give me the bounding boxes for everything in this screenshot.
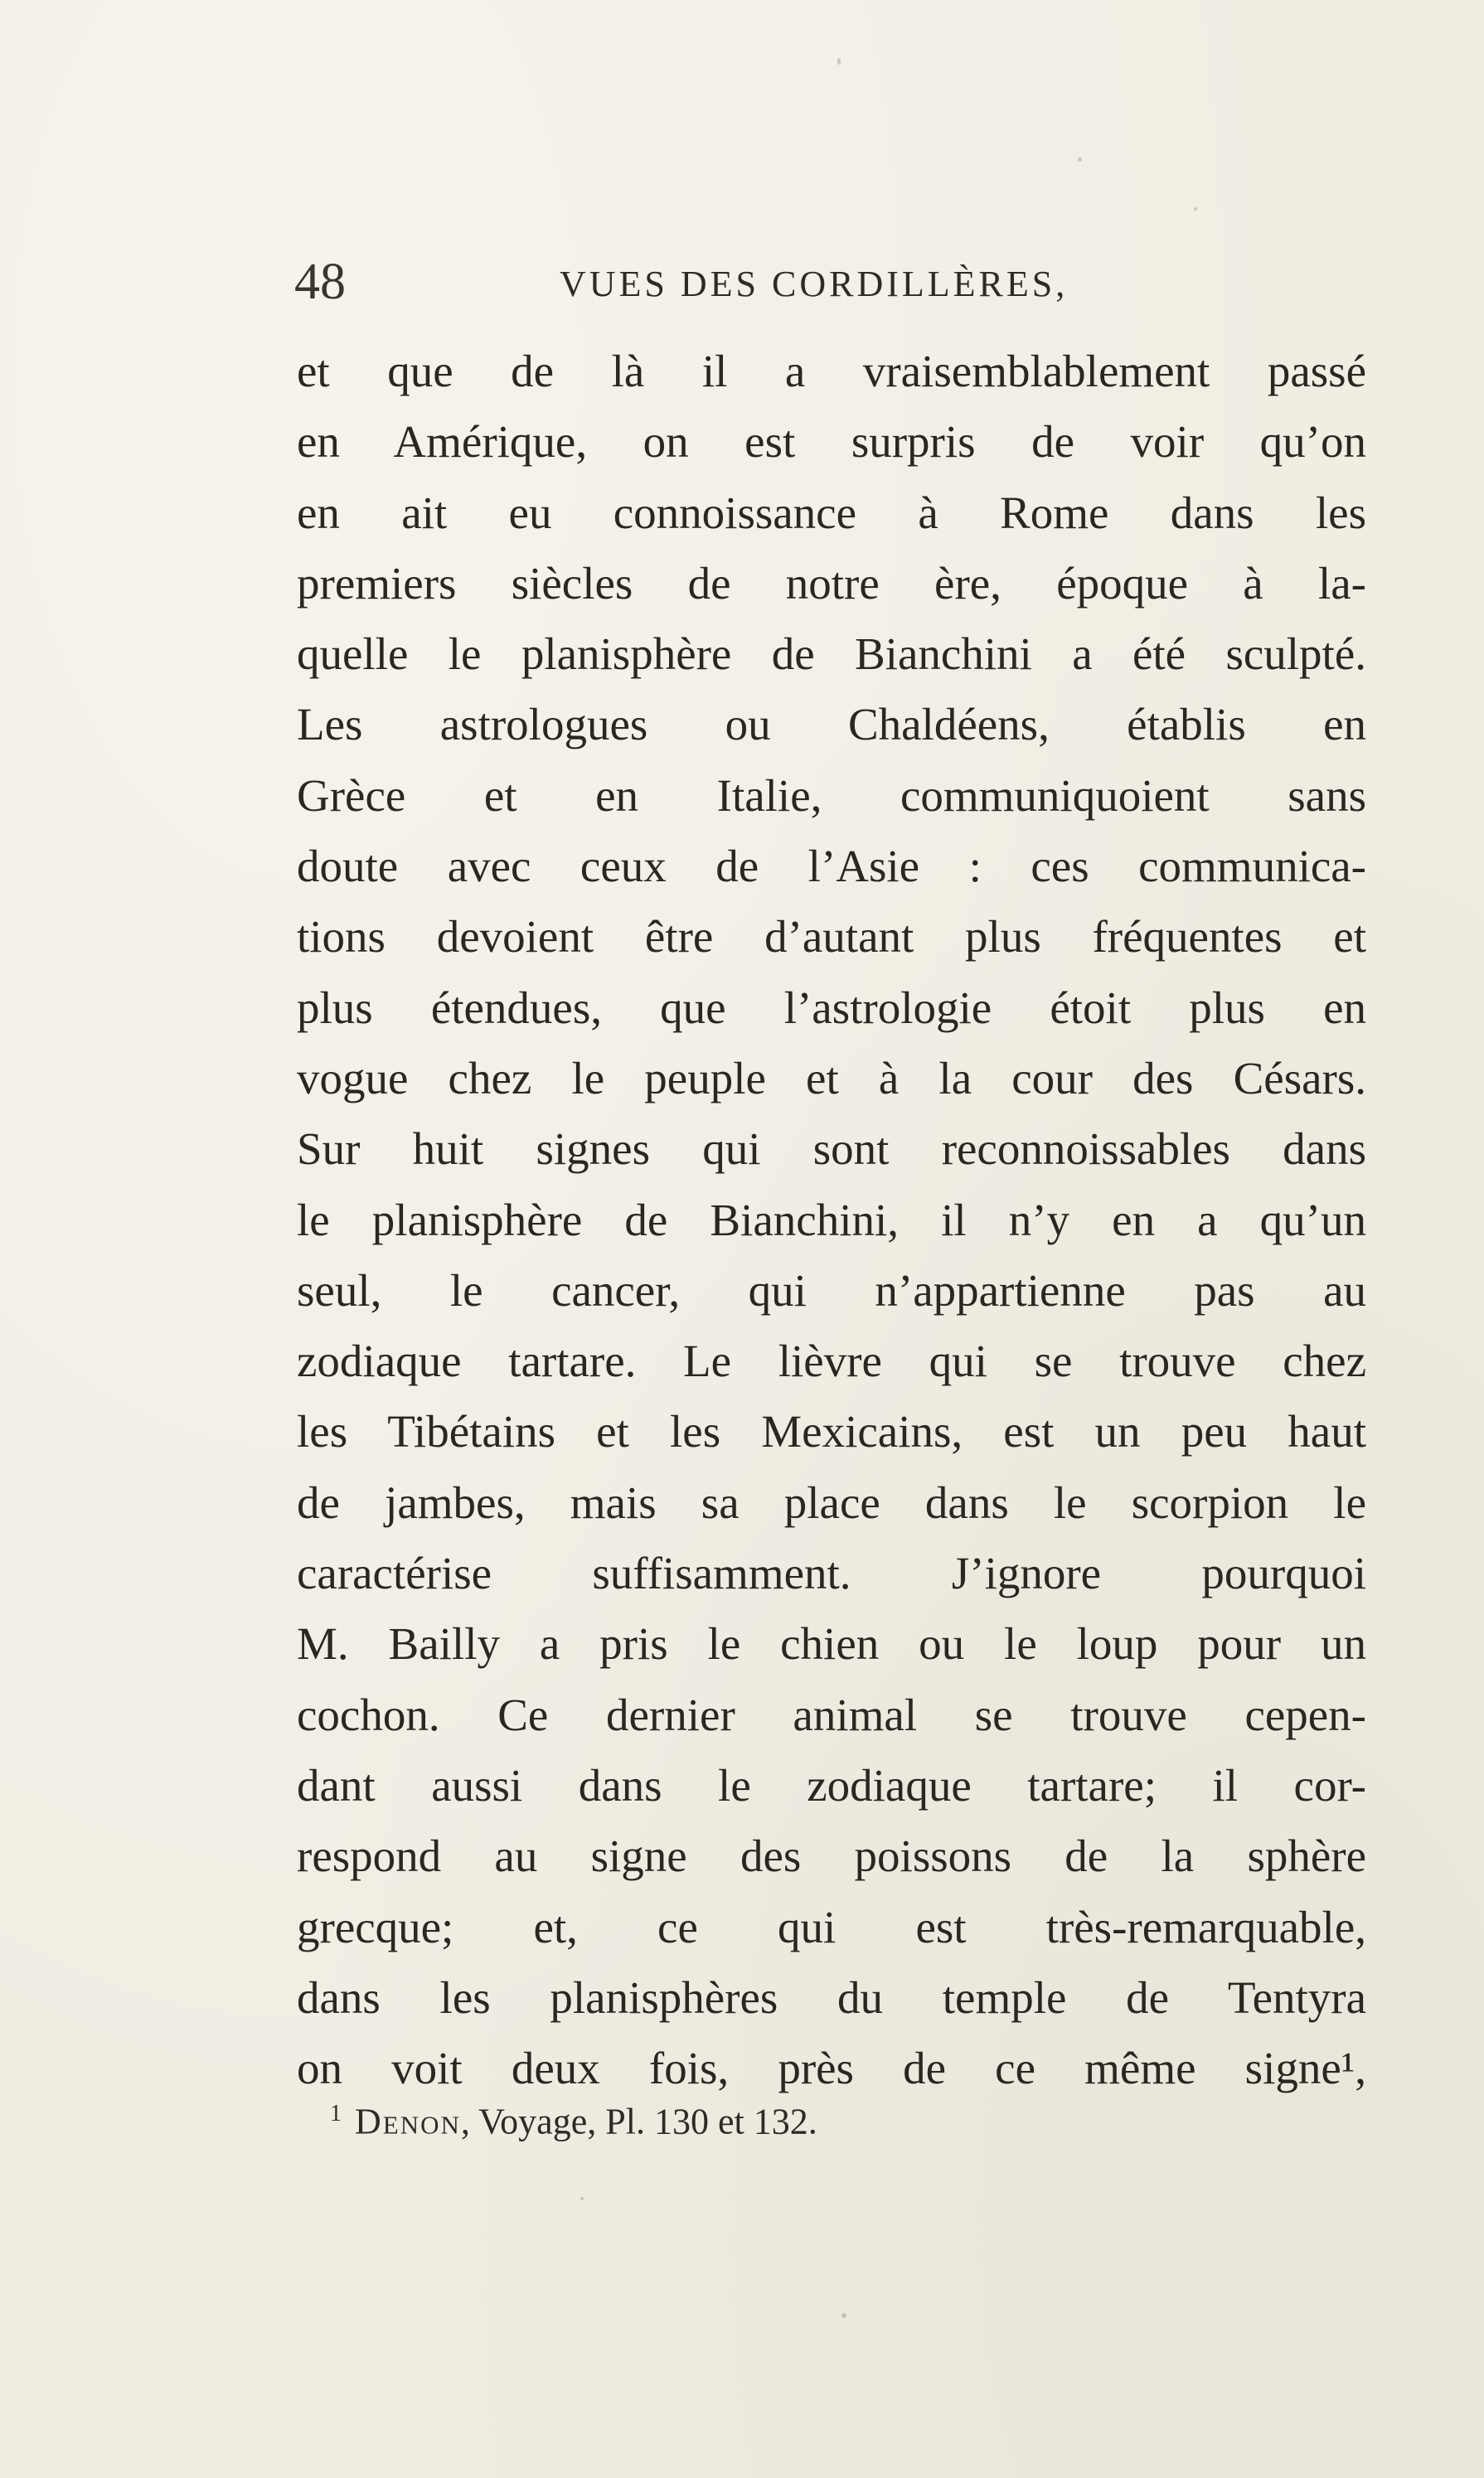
text-line: M. Bailly a pris le chien ou le loup pour un — [297, 1618, 1366, 1670]
running-title: VUES DES CORDILLÈRES, — [560, 264, 1069, 304]
text-line: en Amérique, on est surpris de voir qu’on — [297, 416, 1366, 468]
paper-speck — [837, 58, 841, 65]
text-line: cochon. Ce dernier animal se trouve cepen- — [297, 1689, 1366, 1740]
paper-speck — [580, 2197, 584, 2200]
footnote — [330, 2089, 1076, 2147]
text-line: le planisphère de Bianchini, il n’y en a qu’un — [297, 1194, 1366, 1245]
text-line: vogue chez le peuple et à la cour des Césars. — [297, 1052, 1366, 1103]
text-line: tions devoient être d’autant plus fréquentes et — [297, 911, 1366, 963]
text-line: caractérise suffisamment. J’ignore pourquoi — [297, 1548, 1366, 1599]
paper-speck — [841, 2313, 846, 2318]
text-line: dant aussi dans le zodiaque tartare; il cor- — [297, 1759, 1366, 1811]
text-line: plus étendues, que l’astrologie étoit plus en — [297, 982, 1366, 1033]
text-line: de jambes, mais sa place dans le scorpion le — [297, 1477, 1366, 1528]
body-text — [297, 336, 1366, 2103]
text-line: et que de là il a vraisemblablement passé — [297, 346, 1366, 396]
footnote-author: Denon — [355, 2101, 461, 2142]
footnote-marker: 1 — [330, 2101, 342, 2126]
text-line: grecque; et, ce qui est très-remarquable, — [297, 1901, 1366, 1952]
text-line: en ait eu connoissance à Rome dans les — [297, 487, 1366, 538]
text-line: on voit deux fois, près de ce même signe¹, — [297, 2043, 1366, 2094]
text-line: doute avec ceux de l’Asie : ces communica- — [297, 841, 1366, 892]
footnote-text: , Voyage, Pl. 130 et 132. — [460, 2101, 817, 2142]
page-header — [294, 245, 1372, 319]
text-line: zodiaque tartare. Le lièvre qui se trouve chez — [297, 1336, 1366, 1387]
text-line: Grèce et en Italie, communiquoient sans — [297, 769, 1366, 821]
text-line: Sur huit signes qui sont reconnoissables dans — [297, 1123, 1366, 1175]
paper-speck — [1194, 207, 1197, 211]
text-line: respond au signe des poissons de la sphère — [297, 1831, 1366, 1882]
text-line: Les astrologues ou Chaldéens, établis en — [297, 699, 1366, 750]
text-line: quelle le planisphère de Bianchini a été sculpté. — [297, 628, 1366, 680]
paper-speck — [1078, 158, 1082, 162]
text-line: les Tibétains et les Mexicains, est un peu haut — [297, 1406, 1366, 1457]
text-line: dans les planisphères du temple de Tentyra — [297, 1971, 1366, 2023]
text-line: premiers siècles de notre ère, époque à la- — [297, 557, 1366, 609]
page-number: 48 — [294, 254, 346, 310]
text-line: seul, le cancer, qui n’appartienne pas au — [297, 1264, 1366, 1316]
